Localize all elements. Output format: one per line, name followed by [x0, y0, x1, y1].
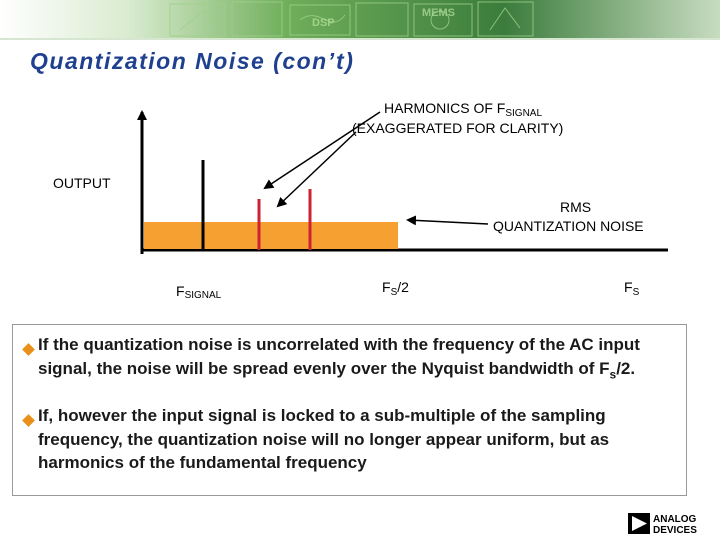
- analog-devices-logo: [626, 512, 706, 536]
- x-label-fs: $F_S$: [624, 279, 640, 298]
- harmonics-label: HARMONICS OF $F_{SIGNAL}$: [384, 100, 543, 119]
- quantization-noise-floor: [144, 222, 398, 249]
- bullet-locked-signal: If, however the input signal is locked to a sub-multiple of the sampling frequency, the quantization noise will no longer appear uniform, but as harmonics of the fundamental frequency: [38, 406, 610, 472]
- rms-label-line1: RMS: [560, 199, 592, 215]
- svg-text:MEMS: MEMS: [422, 7, 455, 19]
- rms-noise-pointer: [408, 220, 488, 224]
- rms-label-line2: QUANTIZATION NOISE: [493, 218, 644, 234]
- svg-text:ANALOG: ANALOG: [653, 514, 697, 525]
- header-banner: [0, 0, 720, 40]
- x-label-fsignal: FSIGNAL: [176, 283, 222, 301]
- bullet-uncorrelated-noise: If the quantization noise is uncorrelated with the frequency of the AC input signal, the noise will be spread evenly over the Nyquist bandwidth of $F_s/2$.: [38, 335, 640, 381]
- spectrum-diagram: [0, 90, 720, 310]
- harmonics-label-note: (EXAGGERATED FOR CLARITY): [352, 120, 564, 136]
- y-axis-label: OUTPUT: [53, 175, 111, 191]
- slide-title: Quantization Noise (con’t): [30, 48, 355, 74]
- x-label-fs-half: $F_S/2$: [382, 279, 409, 298]
- svg-text:DEVICES: DEVICES: [653, 525, 697, 536]
- harmonic-pointer-2: [278, 132, 356, 206]
- svg-text:DSP: DSP: [312, 17, 335, 29]
